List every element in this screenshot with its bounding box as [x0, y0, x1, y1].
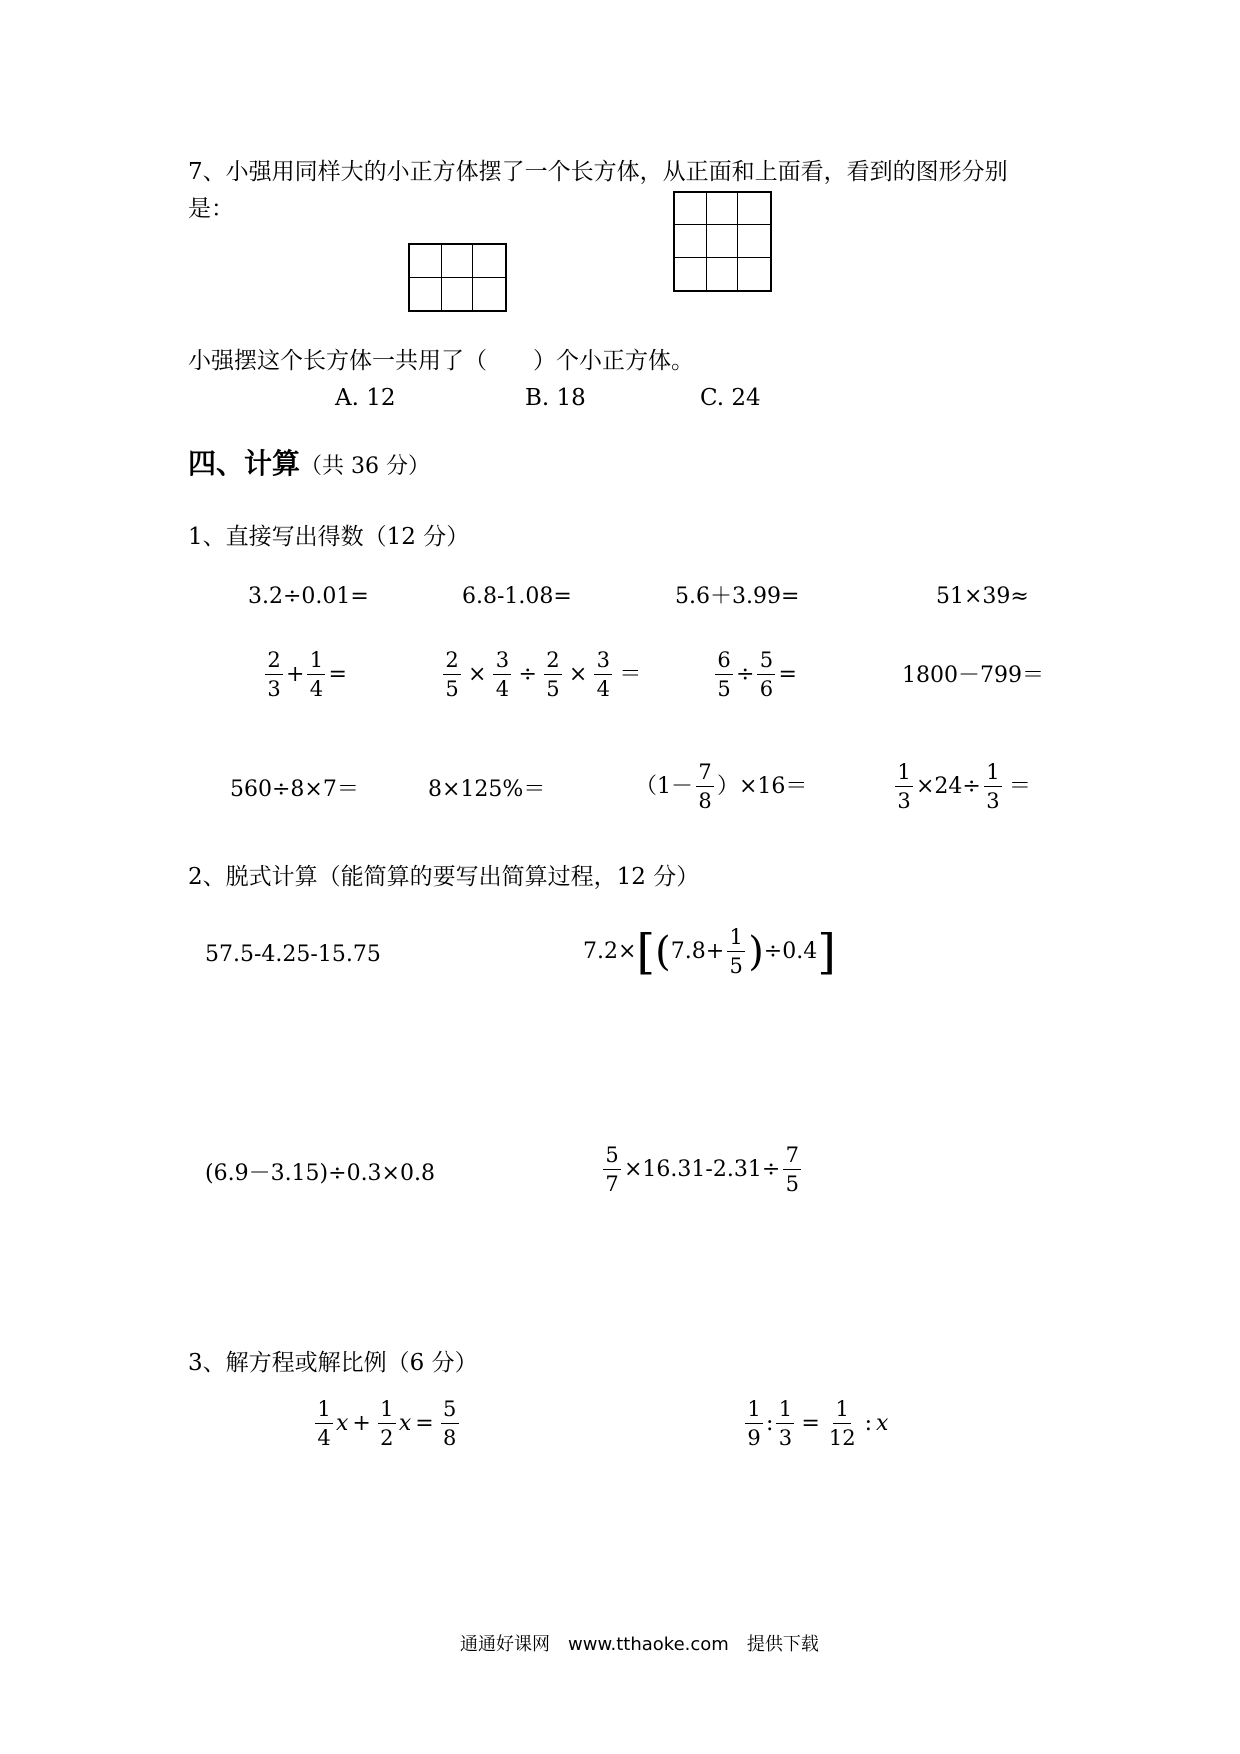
part2-title: 2、脱式计算（能简算的要写出简算过程，12 分）: [188, 864, 700, 890]
calc-r2c2: $\frac{2}{5}$ × $\frac{3}{4}$ ÷ $\frac{2}{5}$ × $\frac{3}{4}$ ＝: [440, 648, 645, 701]
front-view-grid: [408, 243, 507, 312]
calc-r1c3: 5.6＋3.99=: [675, 584, 800, 609]
fraction: $\frac{5}{6}$: [757, 648, 775, 701]
calc-r2c3: $\frac{6}{5}$ ÷ $\frac{5}{6}$ =: [712, 648, 797, 701]
fraction: $\frac{2}{5}$: [443, 648, 461, 701]
fraction: $\frac{5}{8}$: [441, 1397, 459, 1450]
fraction: $\frac{6}{5}$: [715, 648, 733, 701]
calc-r2c1: $\frac{2}{3}$ + $\frac{1}{4}$ =: [262, 648, 347, 701]
fraction: $\frac{1}{4}$: [315, 1397, 333, 1450]
q7-line1: 7、小强用同样大的小正方体摆了一个长方体，从正面和上面看，看到的图形分别: [188, 159, 1008, 185]
calc-r3c2: 8×125%＝: [428, 777, 546, 802]
fraction: $\frac{3}{4}$: [594, 648, 612, 701]
calc-r3c3: （1－ $\frac{7}{8}$ ）×16＝: [635, 760, 808, 813]
calc-r1c4: 51×39≈: [936, 584, 1029, 609]
fraction: $\frac{1}{2}$: [378, 1397, 396, 1450]
section4-subtitle: （共 36 分）: [300, 454, 430, 479]
fraction: $\frac{1}{3}$: [776, 1397, 794, 1450]
page-footer: 通通好课网 www.tthaoke.com 提供下载: [460, 1634, 819, 1655]
fraction: $\frac{2}{5}$: [544, 648, 562, 701]
fraction: $\frac{7}{5}$: [783, 1143, 801, 1196]
part3-title: 3、解方程或解比例（6 分）: [188, 1350, 478, 1376]
calc-r3c1: 560÷8×7＝: [230, 777, 359, 802]
expr-4: $\frac{5}{7}$ ×16.31-2.31÷ $\frac{7}{5}$: [600, 1143, 804, 1196]
fraction: $\frac{1}{4}$: [307, 648, 325, 701]
q7-option-b: B. 18: [525, 385, 586, 411]
calc-r2c4: 1800－799＝: [902, 663, 1044, 688]
fraction: $\frac{5}{7}$: [603, 1143, 621, 1196]
expr-3: (6.9－3.15)÷0.3×0.8: [205, 1161, 435, 1186]
top-view-grid: [673, 191, 772, 292]
fraction: $\frac{1}{12}$: [828, 1397, 856, 1450]
expr-1: 57.5-4.25-15.75: [205, 942, 381, 967]
equation-1: $\frac{1}{4}$ x + $\frac{1}{2}$ x = $\frac{5}{8}$: [312, 1397, 462, 1450]
fraction: $\frac{1}{9}$: [745, 1397, 763, 1450]
fraction: $\frac{1}{5}$: [727, 925, 745, 978]
calc-r3c4: $\frac{1}{3}$ ×24÷ $\frac{1}{3}$ ＝: [892, 760, 1035, 813]
fraction: $\frac{1}{3}$: [984, 760, 1002, 813]
q7-line2: 是：: [188, 196, 234, 222]
fraction: $\frac{2}{3}$: [265, 648, 283, 701]
q7-option-a: A. 12: [335, 385, 396, 411]
section4-title: 四、计算: [188, 447, 301, 480]
calc-r1c1: 3.2÷0.01=: [248, 584, 369, 609]
part1-title: 1、直接写出得数（12 分）: [188, 524, 470, 550]
fraction: $\frac{1}{3}$: [895, 760, 913, 813]
calc-r1c2: 6.8-1.08=: [462, 584, 572, 609]
expr-2: 7.2× [ ( 7.8+ $\frac{1}{5}$ ) ÷0.4 ]: [583, 923, 836, 980]
section4-heading: [188, 446, 430, 486]
q7-question: 小强摆这个长方体一共用了（ ）个小正方体。: [188, 348, 694, 374]
q7-option-c: C. 24: [700, 385, 761, 411]
equation-2: $\frac{1}{9}$ : $\frac{1}{3}$ = $\frac{1}{12}$ : x: [742, 1397, 888, 1450]
fraction: $\frac{7}{8}$: [696, 760, 714, 813]
fraction: $\frac{3}{4}$: [493, 648, 511, 701]
